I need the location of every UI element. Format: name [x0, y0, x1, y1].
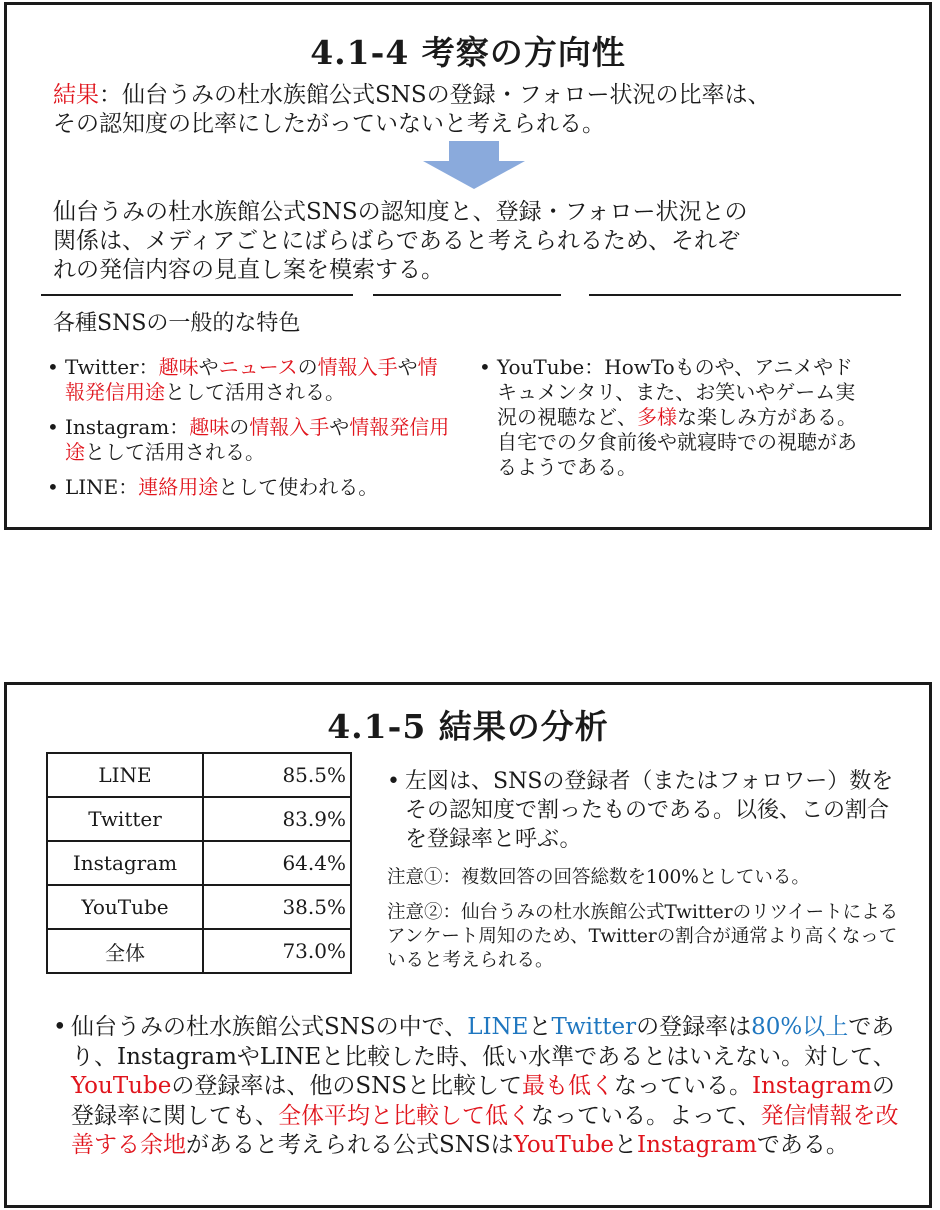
rate-value: 64.4%: [203, 841, 351, 885]
table-row: [47, 929, 351, 973]
conclusion-text: 仙台うみの杜水族館公式SNSの認知度と、登録・フォロー状況との 関係は、メディアごとにばらばらであると考えられるため、それぞ れの発信内容の見直し案を模索する。: [53, 199, 748, 283]
note-2: 注意②：仙台うみの杜水族館公式Twitterのリツイートによるアンケート周知のため、Twitterの割合が通常より高くなっていると考えられる。: [387, 902, 899, 971]
rate-value: 73.0%: [203, 929, 351, 973]
rate-value: 38.5%: [203, 885, 351, 929]
table-row: [47, 797, 351, 841]
list-item-youtube: • YouTube：HowToものや、アニメやドキュメンタリ、また、お笑いやゲーム実況の視聴など、多様な楽しみ方がある。自宅での夕食前後や就寝時での視聴があるようである。: [477, 355, 857, 480]
explanation-list: [385, 767, 905, 864]
down-arrow-icon: [423, 141, 525, 189]
registration-rate-table: [46, 752, 352, 974]
note-1: 注意①：複数回答の回答総数を100%としている。: [387, 867, 810, 888]
sns-name: Twitter: [47, 797, 203, 841]
list-item-line: • LINE：連絡用途として使われる。: [45, 475, 455, 500]
list-item-explanation: • 左図は、SNSの登録者（またはフォロワー）数をその認知度で割ったものである。以後、この割合を登録率と呼ぶ。: [385, 767, 905, 854]
sns-name: LINE: [47, 753, 203, 797]
table-row: [47, 885, 351, 929]
slide-title: 4.1-4 考察の方向性: [310, 33, 626, 72]
list-item-instagram: • Instagram：趣味の情報入手や情報発信用途として活用される。: [45, 415, 455, 465]
sns-feature-list-left: [45, 355, 455, 510]
sns-feature-list-right: [477, 355, 857, 490]
table-row: [47, 841, 351, 885]
sns-name: YouTube: [47, 885, 203, 929]
result-label: 結果: [53, 82, 99, 108]
analysis-list: [51, 1013, 906, 1171]
rate-value: 83.9%: [203, 797, 351, 841]
sns-name: 全体: [47, 929, 203, 973]
slide-4-1-4: [4, 2, 932, 530]
divider: [589, 294, 901, 296]
result-statement: 結果：仙台うみの杜水族館公式SNSの登録・フォロー状況の比率は、 その認知度の比率にしたがっていないと考えられる。: [53, 82, 771, 137]
divider: [373, 294, 561, 296]
slide-4-1-5: [4, 682, 932, 1208]
features-heading: 各種SNSの一般的な特色: [53, 311, 301, 336]
rate-value: 85.5%: [203, 753, 351, 797]
slide-title: 4.1-5 結果の分析: [327, 707, 609, 746]
sns-name: Instagram: [47, 841, 203, 885]
divider: [41, 294, 353, 296]
list-item-twitter: • Twitter：趣味やニュースの情報入手や情報発信用途として活用される。: [45, 355, 455, 405]
table-row: [47, 753, 351, 797]
list-item-analysis: • 仙台うみの杜水族館公式SNSの中で、LINEとTwitterの登録率は80%以上であり、InstagramやLINEと比較した時、低い水準であるとはいえない。対して、YouTubeの登録率は、他のSNSと比較して最も低くなっている。Instagramの登録率に関しても、全体平均と比較して低くなっている。よって、発信情報を改善する余地があると考えられる公式SNSはYouTubeとInstagramである。: [51, 1013, 906, 1161]
